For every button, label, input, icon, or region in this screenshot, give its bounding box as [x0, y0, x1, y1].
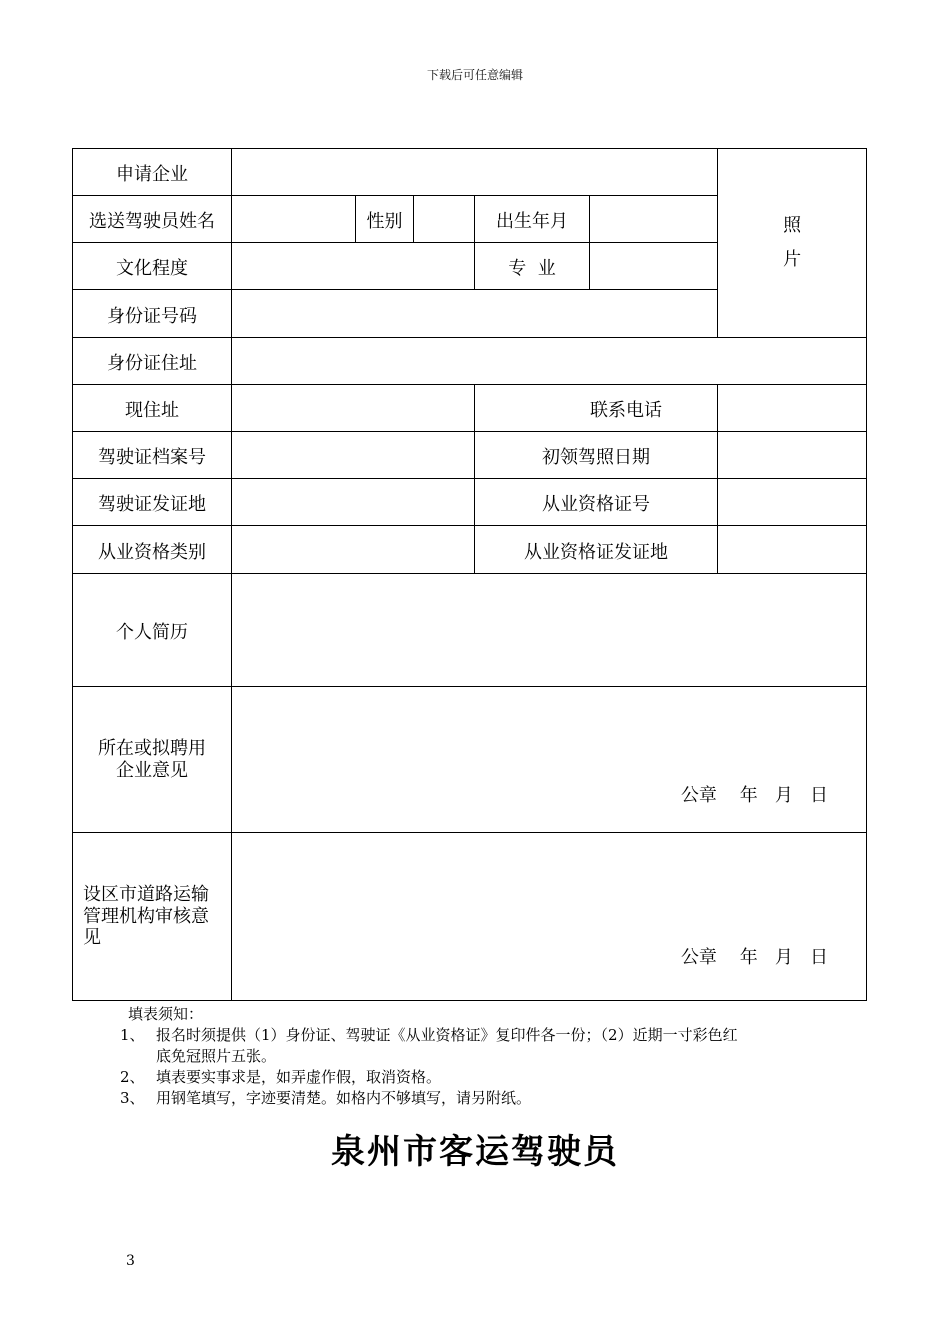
label-current-address: 现住址	[73, 385, 232, 432]
document-title: 泉州市客运驾驶员	[331, 1132, 619, 1172]
field-education[interactable]	[232, 243, 475, 290]
field-major[interactable]	[590, 243, 718, 290]
label-driver-name: 选送驾驶员姓名	[73, 196, 232, 243]
field-employer-opinion[interactable]	[232, 687, 867, 833]
field-phone[interactable]	[718, 385, 867, 432]
label-employer-opinion	[73, 687, 232, 833]
notes-item-1-continued: 底免冠照片五张。	[156, 1047, 277, 1065]
field-id-address[interactable]	[232, 338, 867, 385]
field-first-license-date[interactable]	[718, 432, 867, 479]
label-authority-opinion	[73, 833, 232, 1001]
field-gender[interactable]	[414, 196, 475, 243]
label-education: 文化程度	[73, 243, 232, 290]
label-birth: 出生年月	[475, 196, 590, 243]
label-first-license-date: 初领驾照日期	[475, 432, 718, 479]
label-major: 专 业	[475, 243, 590, 290]
photo-label-2: 片	[783, 249, 802, 270]
label-applicant-company: 申请企业	[73, 149, 232, 196]
field-resume[interactable]	[232, 574, 867, 687]
label-qualification-issue-place: 从业资格证发证地	[475, 526, 718, 574]
label-authority-opinion-line-1: 设区市道路运输	[83, 884, 209, 906]
notes-item-3	[120, 1088, 840, 1109]
field-qualification-type[interactable]	[232, 526, 475, 574]
notes-item-2-text: 填表要实事求是，如弄虚作假，取消资格。	[156, 1068, 442, 1086]
notes-item-2	[120, 1067, 840, 1088]
page-number: 3	[126, 1253, 135, 1269]
photo-box[interactable]	[718, 149, 867, 338]
label-resume: 个人简历	[73, 574, 232, 687]
authority-seal-date: 公章 年 月 日	[680, 947, 829, 968]
label-employer-opinion-line-1: 所在或拟聘用	[98, 737, 206, 759]
notes-item-3-num: 3、	[120, 1089, 145, 1107]
notes-item-3-text: 用钢笔填写，字迹要清楚。如格内不够填写，请另附纸。	[156, 1089, 532, 1107]
label-employer-opinion-line-2: 企业意见	[116, 759, 188, 781]
field-license-issue-place[interactable]	[232, 479, 475, 526]
notes-item-1-text: 报名时须提供（1）身份证、驾驶证《从业资格证》复印件各一份；（2）近期一寸彩色红	[156, 1026, 738, 1044]
label-license-file-no: 驾驶证档案号	[73, 432, 232, 479]
label-id-address: 身份证住址	[73, 338, 232, 385]
label-id-number: 身份证号码	[73, 290, 232, 338]
field-qualification-issue-place[interactable]	[718, 526, 867, 574]
field-applicant-company[interactable]	[232, 149, 718, 196]
header-note: 下载后可任意编辑	[426, 68, 523, 82]
label-qualification-type: 从业资格类别	[73, 526, 232, 574]
notes-item-1-num: 1、	[120, 1026, 145, 1044]
label-phone: 联系电话	[475, 385, 718, 432]
field-driver-name[interactable]	[232, 196, 356, 243]
field-current-address[interactable]	[232, 385, 475, 432]
label-gender: 性别	[356, 196, 414, 243]
label-authority-opinion-line-2: 管理机构审核意	[83, 905, 209, 927]
photo-label-1: 照	[783, 215, 802, 236]
notes-title: 填表须知：	[128, 1005, 204, 1023]
label-license-issue-place: 驾驶证发证地	[73, 479, 232, 526]
field-id-number[interactable]	[232, 290, 718, 338]
field-license-file-no[interactable]	[232, 432, 475, 479]
field-birth[interactable]	[590, 196, 718, 243]
label-qualification-no: 从业资格证号	[475, 479, 718, 526]
registration-form-table	[72, 148, 867, 1001]
notes-item-1	[120, 1025, 840, 1046]
employer-seal-date: 公章 年 月 日	[680, 785, 829, 806]
fill-instructions	[120, 1004, 840, 1109]
notes-item-2-num: 2、	[120, 1068, 145, 1086]
field-authority-opinion[interactable]	[232, 833, 867, 1001]
label-authority-opinion-line-3: 见	[83, 927, 101, 949]
field-qualification-no[interactable]	[718, 479, 867, 526]
